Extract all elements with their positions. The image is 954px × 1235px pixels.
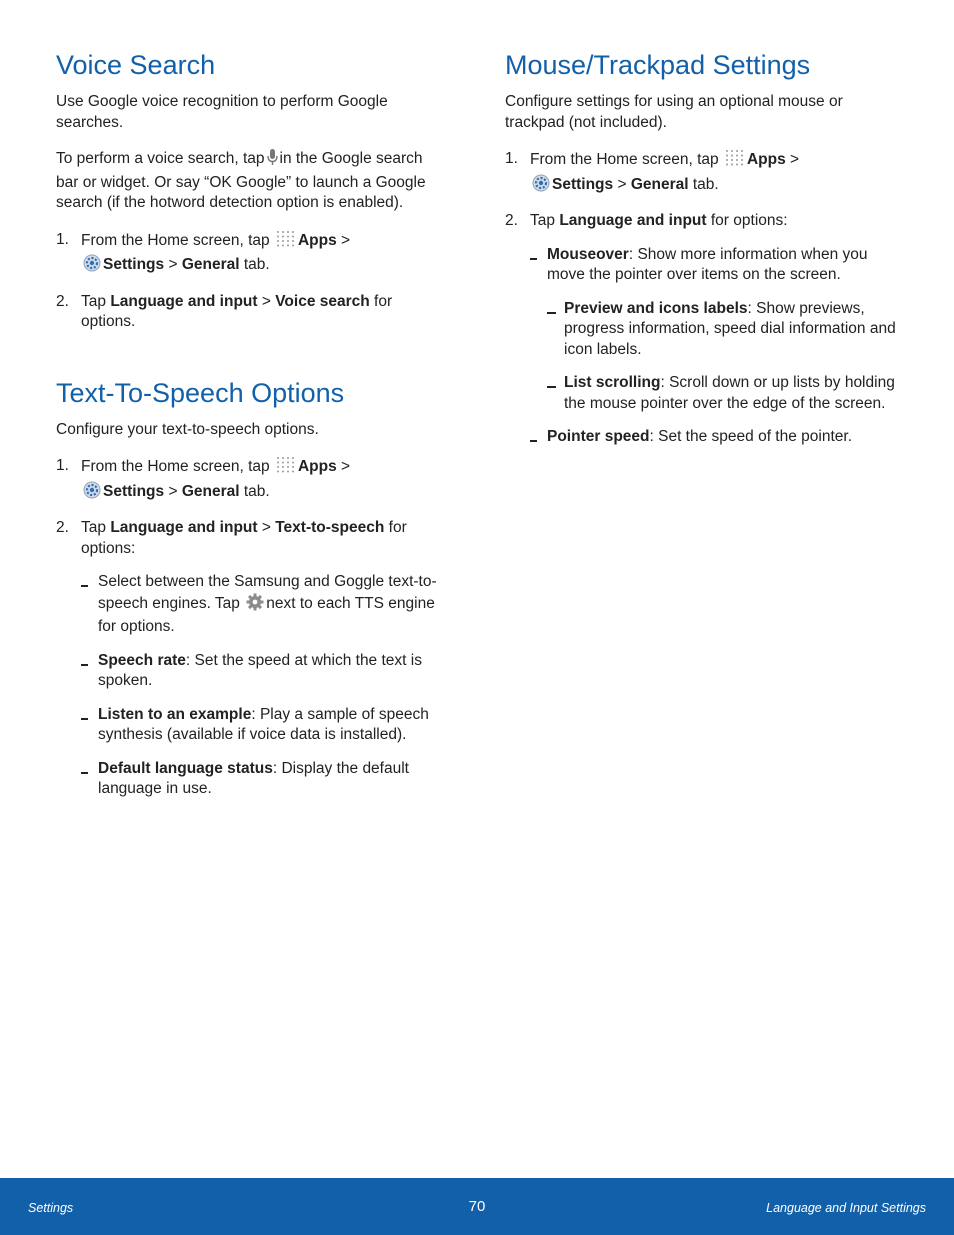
mouse-step-1: 1. From the Home screen, tap Apps > Settings > General tab. <box>505 149 897 198</box>
footer-section-label: Settings <box>28 1201 74 1215</box>
bullet-dash <box>547 386 556 388</box>
tts-bullet-listen-example: Listen to an example: Play a sample of speech synthesis (available if voice data is installed). <box>81 705 448 746</box>
footer-chapter-label: Language and Input Settings <box>766 1201 926 1215</box>
settings-app-icon <box>532 174 550 199</box>
bullet-dash <box>530 258 537 260</box>
left-column <box>56 48 448 813</box>
step-number: 1. <box>505 150 518 167</box>
voice-search-paragraph: To perform a voice search, tap in the Google search bar or widget. Or say “OK Google” to launch a Google search (if the hotword detection option is enabled). <box>56 150 426 211</box>
tts-step-1: 1. From the Home screen, tap Apps > Settings > General tab. <box>56 456 448 505</box>
voice-search-step-2: 2. Tap Language and input > Voice search for options. <box>56 292 393 330</box>
tts-bullet-engines: Select between the Samsung and Goggle text-to-speech engines. Tap next to each TTS engine for options. <box>81 572 448 638</box>
tts-step-2: 2. Tap Language and input > Text-to-speech for options: <box>56 519 407 557</box>
mouse-bullet-mouseover: Mouseover: Show more information when you move the pointer over items on the screen. <box>530 245 897 286</box>
voice-search-step-1: 1. From the Home screen, tap Apps > Settings > General tab. <box>56 230 448 279</box>
voice-search-heading: Voice Search <box>56 50 216 80</box>
step-number: 1. <box>56 457 69 474</box>
apps-grid-icon <box>276 456 296 481</box>
mouse-bullet-pointer-speed: Pointer speed: Set the speed of the pointer. <box>530 427 897 448</box>
microphone-icon <box>267 149 278 173</box>
right-column <box>505 48 897 461</box>
bullet-dash <box>81 585 88 587</box>
tts-bullet-default-language: Default language status: Display the default language in use. <box>81 759 448 800</box>
page-number: 70 <box>468 1198 486 1215</box>
mouse-trackpad-heading: Mouse/Trackpad Settings <box>505 50 811 80</box>
tts-heading: Text-To-Speech Options <box>56 377 345 408</box>
voice-search-intro: Use Google voice recognition to perform Google searches. <box>56 93 388 131</box>
bullet-dash <box>81 664 88 666</box>
tts-intro: Configure your text-to-speech options. <box>56 420 319 438</box>
mouse-subbullet-preview-labels: Preview and icons labels: Show previews, progress information, speed dial information and icon labels. <box>547 299 897 361</box>
step-number: 2. <box>56 292 69 310</box>
mouse-step-2: 2. Tap Language and input for options: <box>505 211 897 232</box>
tts-bullet-speech-rate: Speech rate: Set the speed at which the text is spoken. <box>81 651 448 692</box>
bullet-dash <box>81 718 88 720</box>
settings-app-icon <box>83 254 101 279</box>
mouse-trackpad-intro: Configure settings for using an optional mouse or trackpad (not included). <box>505 93 843 131</box>
step-number: 2. <box>505 212 518 229</box>
mouse-subbullet-list-scrolling: List scrolling: Scroll down or up lists by holding the mouse pointer over the edge of the screen. <box>547 373 897 414</box>
step-number: 1. <box>56 230 69 248</box>
bullet-dash <box>530 440 537 442</box>
bullet-dash <box>81 772 88 774</box>
settings-app-icon <box>83 481 101 506</box>
apps-grid-icon <box>276 230 296 255</box>
page-footer <box>0 1178 954 1235</box>
step-number: 2. <box>56 519 69 536</box>
bullet-dash <box>547 312 556 314</box>
apps-grid-icon <box>725 149 745 174</box>
gear-icon <box>246 593 264 618</box>
